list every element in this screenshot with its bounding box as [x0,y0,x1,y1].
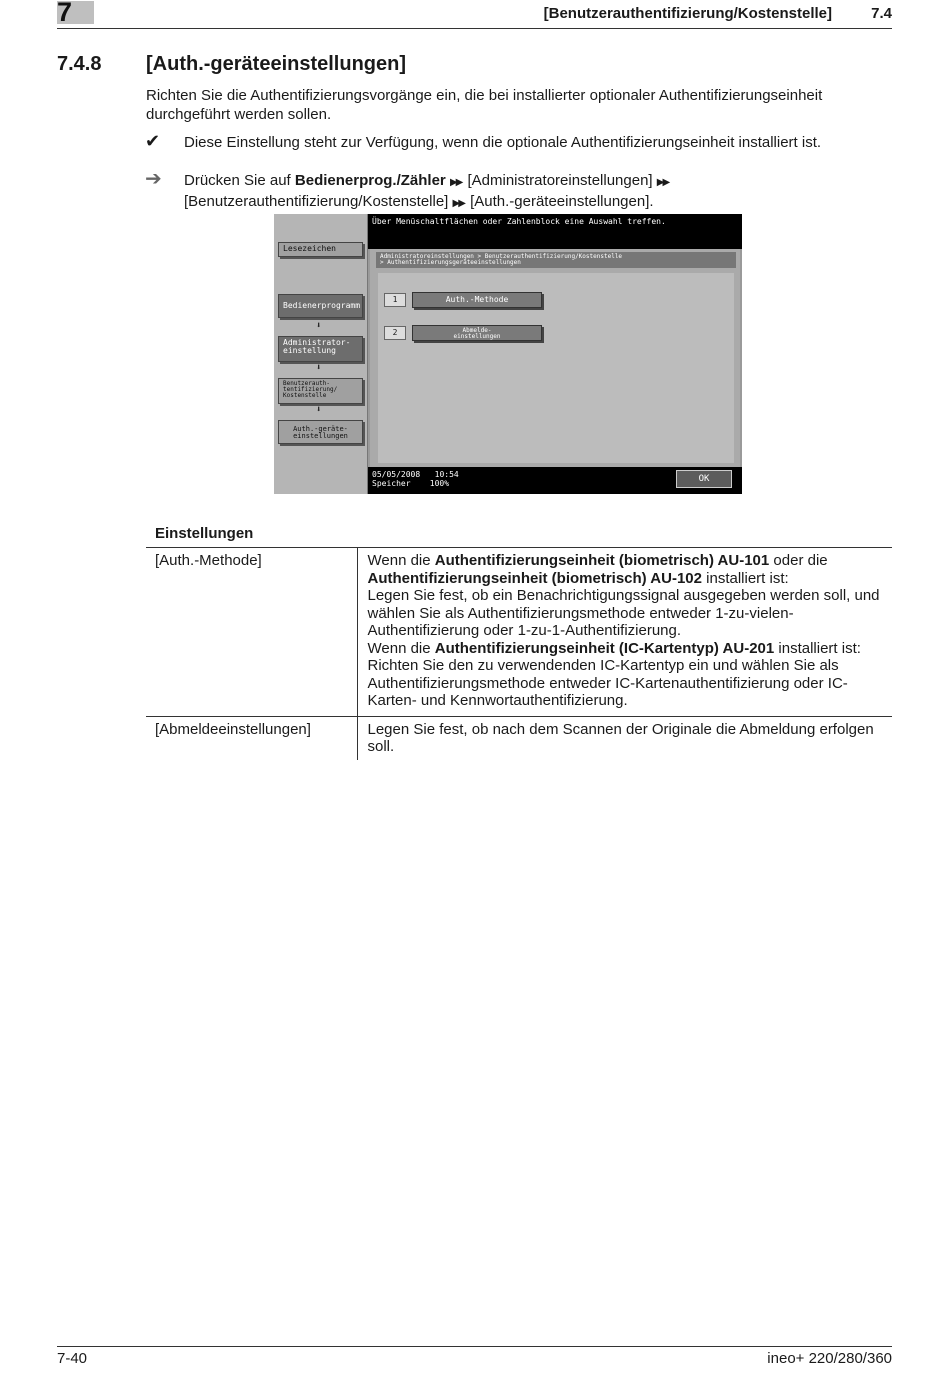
settings-table [146,547,892,760]
instruction-step3: [Auth.-geräteeinstellungen]. [470,193,654,210]
option-number: 1 [384,293,406,307]
device-screen-screenshot [274,214,742,494]
setting-name: [Abmeldeeinstellungen] [146,716,357,760]
bold-span: Authentifizierungseinheit (biometrisch) AU-101 [434,552,770,569]
user-auth-button[interactable]: Benutzerauth- tentifizierung/ Kostenstelle [278,378,363,404]
utility-button[interactable]: Bedienerprogramm [278,294,363,318]
check-icon: ✔ [145,131,161,151]
double-arrow-icon: ▶▶ [452,198,464,209]
running-header-title: [Benutzerauthentifizierung/Kostenstelle] [543,5,832,22]
arrow-down-icon: ⬇ [316,363,322,373]
screen-main-pane [370,249,740,467]
table-heading: Einstellungen [155,525,254,542]
screen-breadcrumb [376,252,736,268]
auth-method-button[interactable]: Auth.-Methode [412,292,542,308]
description-line [368,570,884,588]
chapter-number: 7 [57,0,73,27]
instruction-step2: [Benutzerauthentifizierung/Kostenstelle] [184,193,449,210]
screen-options-area [378,273,734,463]
instruction-key: Bedienerprog./Zähler [294,172,446,189]
table-row [146,548,892,717]
page-number: 7-40 [57,1350,88,1367]
text-span: installiert ist: [774,639,861,657]
screen-prompt-bar: Über Menüschaltflächen oder Zahlenblock eine Auswahl treffen. [368,214,742,249]
table-row [146,716,892,760]
bold-span: Authentifizierungseinheit (biometrisch) AU-102 [367,569,702,587]
instruction-prefix: Drücken Sie auf [184,172,295,189]
arrow-down-icon: ⬇ [316,405,322,415]
screen-left-panel [274,214,368,494]
screen-time: 10:54 [434,470,459,479]
description-line [368,552,884,570]
text-span: Wenn die [367,639,435,657]
auth-device-settings-button[interactable]: Auth.-geräte- einstellungen [278,420,363,444]
section-number: 7.4.8 [57,53,102,75]
setting-name: [Auth.-Methode] [146,548,357,717]
text-span: oder die [769,552,828,569]
description-paragraph: Richten Sie den zu verwendenden IC-Kartentyp ein und wählen Sie als Authentifizierungsmethode entweder IC-Kartenauthentifizierung oder IC-Karten- und Kennwortauthentifizierung. [367,657,848,709]
instruction-step1: [Administratoreinstellungen] [467,172,653,189]
navigation-instruction [184,171,744,213]
double-arrow-icon: ▶▶ [449,177,462,188]
admin-settings-button[interactable]: Administrator- einstellung [278,336,363,362]
product-name: ineo+ 220/280/360 [767,1350,892,1367]
intro-paragraph: Richten Sie die Authentifizierungsvorgänge ein, die bei installierter optionaler Authentifizierungseinheit durchgeführt werden sollen. [146,87,823,123]
option-number: 2 [384,326,406,340]
bold-span: Authentifizierungseinheit (IC-Kartentyp) AU-201 [434,639,775,657]
footer-divider [57,1346,892,1347]
section-title: [Auth.-geräteeinstellungen] [146,53,407,75]
bookmark-button[interactable]: Lesezeichen [278,242,363,257]
arrow-down-icon: ⬇ [316,321,322,331]
arrow-right-icon: ➔ [145,168,162,190]
text-span: installiert ist: [701,569,789,587]
screen-date: 05/05/2008 [372,470,421,479]
header-divider [57,28,892,29]
screen-breadcrumb-line1: Administratoreinstellungen > Benutzerauthentifizierung/Kostenstelle [380,253,623,260]
setting-description: Legen Sie fest, ob nach dem Scannen der Originale die Abmeldung erfolgen soll. [367,720,874,755]
logout-settings-button[interactable]: Abmelde- einstellungen [412,325,542,341]
running-header-section: 7.4 [871,5,892,22]
double-arrow-icon: ▶▶ [656,177,669,188]
setting-description [357,548,892,717]
description-line [368,640,884,658]
ok-button[interactable]: OK [676,470,732,488]
screen-memory-label: Speicher [372,479,411,488]
description-paragraph: Legen Sie fest, ob ein Benachrichtigungssignal ausgegeben werden soll, und wählen Sie als Authentifizierungsmethode entweder 1-zu-vielen-Authentifizierung oder 1-zu-1-Authentifizierung. [367,587,880,639]
screen-breadcrumb-line2: > Authentifizierungsgeräteeinstellungen [380,259,521,266]
text-span: Wenn die [367,552,435,569]
requirement-note: Diese Einstellung steht zur Verfügung, wenn die optionale Authentifizierungseinheit installiert ist. [184,134,822,151]
screen-memory-value: 100% [429,479,450,488]
